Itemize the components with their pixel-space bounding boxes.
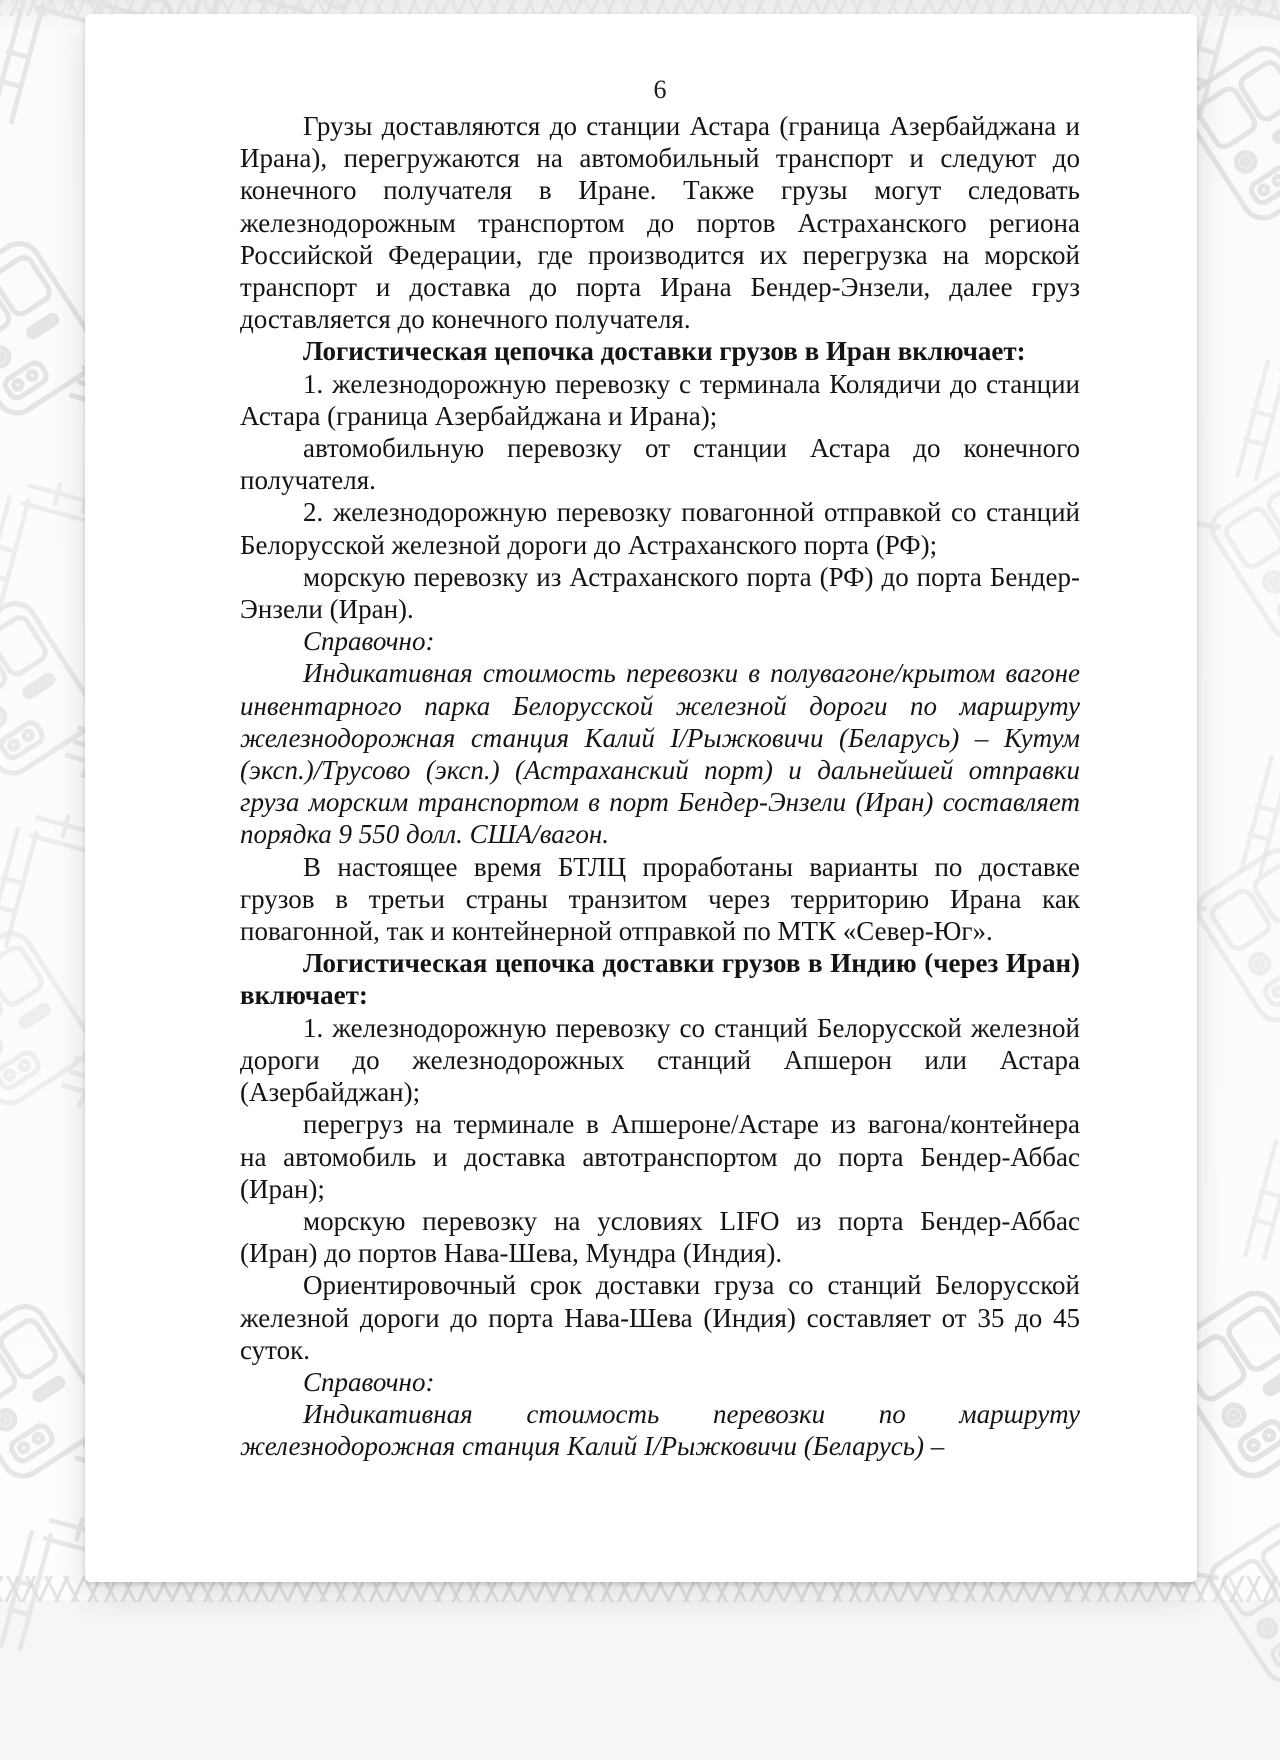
paragraph-8: Индикативная стоимость перевозки в полувагоне/крытом вагоне инвентарного парка Белорусской железной дороги по маршруту железнодорожная станция Калий I/Рыжковичи (Беларусь) – Кутум (эксп.)/Трусово (эксп.) (Астраханский порт) и дальнейшей отправки груза морским транспортом в порт Бендер-Энзели (Иран) составляет порядка 9 550 долл. США/вагон. (240, 658, 1080, 850)
paragraph-12: перегруз на терминале в Апшероне/Астаре из вагона/контейнера на автомобиль и доставка автотранспортом до порта Бендер-Аббас (Иран); (240, 1109, 1080, 1204)
paragraph-10: Логистическая цепочка доставки грузов в Индию (через Иран) включает: (240, 948, 1080, 1011)
document-body (240, 110, 1080, 1463)
paragraph-16: Индикативная стоимость перевозки по маршруту железнодорожная станция Калий I/Рыжковичи (Беларусь) – (240, 1399, 1080, 1462)
paragraph-6: морскую перевозку из Астраханского порта (РФ) до порта Бендер-Энзели (Иран). (240, 561, 1080, 625)
paragraph-1: Грузы доставляются до станции Астара (граница Азербайджана и Ирана), перегружаются на автомобильный транспорт и следуют до конечного получателя в Иране. Также грузы могут следовать железнодорожным транспортом до портов Астраханского региона Российской Федерации, где производится их перегрузка на морской транспорт и доставка до порта Ирана Бендер-Энзели, далее груз доставляется до конечного получателя. (240, 111, 1080, 335)
page-number: 6 (653, 75, 667, 104)
paragraph-9: В настоящее время БТЛЦ проработаны варианты по доставке грузов в третьи страны транзитом через территорию Ирана как повагонной, так и контейнерной отправкой по МТК «Север-Юг». (240, 851, 1080, 947)
paragraph-13: морскую перевозку на условиях LIFO из порта Бендер-Аббас (Иран) до портов Нава-Шева, Мундра (Индия). (240, 1205, 1080, 1269)
paragraph-5: 2. железнодорожную перевозку повагонной отправкой со станций Белорусской железной дороги до Астраханского порта (РФ); (240, 497, 1080, 560)
paragraph-4: автомобильную перевозку от станции Астара до конечного получателя. (240, 433, 1080, 496)
document-page (85, 14, 1197, 1582)
paragraph-11: 1. железнодорожную перевозку со станций Белорусской железной дороги до железнодорожных станций Апшерон или Астара (Азербайджан); (240, 1012, 1080, 1108)
paragraph-15: Справочно: (303, 1366, 435, 1397)
paragraph-2: Логистическая цепочка доставки грузов в Иран включает: (303, 336, 1026, 367)
paragraph-14: Ориентировочный срок доставки груза со станций Белорусской железной дороги до порта Нава-Шева (Индия) составляет от 35 до 45 суток. (240, 1270, 1080, 1365)
paragraph-3: 1. железнодорожную перевозку с терминала Колядичи до станции Астара (граница Азербайджана и Ирана); (240, 368, 1080, 431)
paragraph-7: Справочно: (303, 626, 435, 657)
